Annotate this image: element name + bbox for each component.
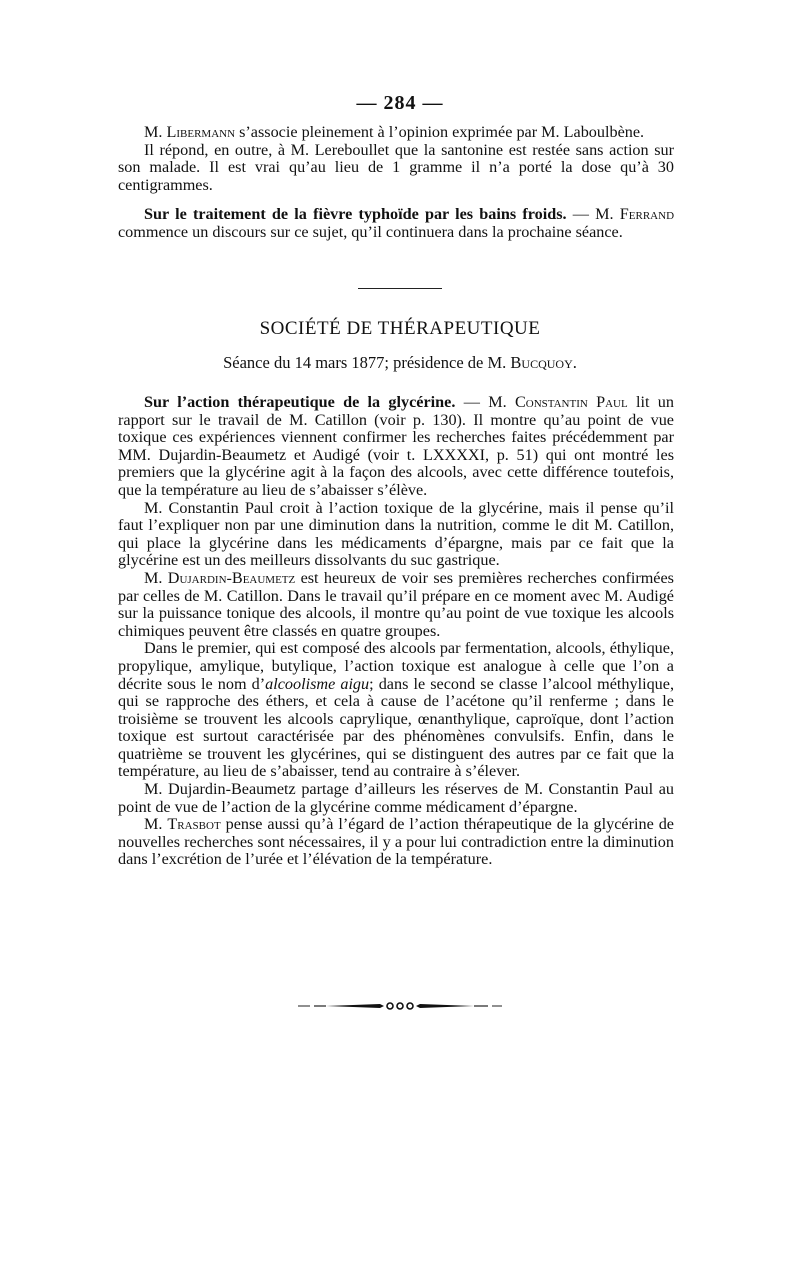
section-heading-fievre: Sur le traitement de la fièvre typhoïde par les bains froids. [144, 205, 567, 224]
seance-end: . [572, 353, 577, 372]
paragraph-fievre-typhoide [118, 206, 674, 241]
prefix-text: M. [144, 568, 168, 587]
name-libermann: M. Libermann [144, 123, 236, 141]
paragraph-text: ; dans le second se classe l’alcool méthylique, qui se rapproche des éthers, et cela à cause de l’acétone qu’il renferme ; dans le troisième se trouvent les alcools caprylique, œnanthylique, caproïque, dont l’action toxique est surtout caractérisée par des phénomènes convulsifs. Enfin, dans le quatrième se trouvent les glycérines, qui se distinguent des autres par ce fait que la température, au lieu de s’abaisser, tend au contraire à s’élever. [118, 674, 674, 781]
italic-term: alcoolisme aigu [265, 674, 370, 693]
text-block-glycerine [118, 394, 674, 869]
paragraph-text: est heureux de voir ses premières recherches confirmées par celles de M. Catillon. Dans le travail qu’il prépare en ce moment avec M. Audigé sur la puissance tonique des alcools, il montre qu’au point de vue toxique les alcools chimiques peuvent être classés en quatre groupes. [118, 568, 674, 640]
seance-text: Séance du 14 mars 1877; présidence de M. [223, 353, 511, 372]
paragraph-groupes [118, 640, 674, 781]
society-title: SOCIÉTÉ DE THÉRAPEUTIQUE [259, 318, 541, 339]
paragraph-constantin-paul-rapport [118, 394, 674, 500]
name-dujardin-beaumetz: Dujardin-Beaumetz [167, 568, 296, 587]
paragraph-santonine: Il répond, en outre, à M. Lereboullet que la santonine est restée sans action sur son malade. Il est vrai qu’au lieu de 1 gramme il n’a porté la dose qu’à 30 centigrammes. [118, 140, 674, 194]
name-trasbot: Trasbot [167, 815, 221, 834]
name-constantin-paul: Constantin Paul [514, 393, 628, 411]
seance-line [0, 353, 800, 373]
page-number: — 284 — [356, 92, 444, 114]
paragraph-text: lit un rapport sur le travail de M. Catillon (voir p. 130). Il montre qu’au point de vue toxique ces expériences viennent confirmer les recherches faites précédemment par MM. Dujardin-Beaumetz et Audigé (voir t. LXXXXI, p. 51) qui ont montré les premiers que la glycérine agit à la façon des alcools, avec cette différence toutefois, que la température au lieu de s’abaisser s’élève. [118, 393, 674, 499]
paragraph-dujardin-beaumetz [118, 570, 674, 640]
end-ornament-icon [296, 1000, 504, 1012]
paragraph-text: commence un discours sur ce sujet, qu’il continuera dans la prochaine séance. [118, 222, 623, 241]
paragraph-libermann [118, 124, 674, 142]
separator-text: — M. [455, 393, 515, 411]
paragraph-text: Dans le premier, qui est composé des alcools par fermentation, alcools, éthylique, propylique, amylique, butylique, l’action toxique est analogue à celle que l’on a décrite sous le nom d’ [118, 639, 674, 693]
section-divider [358, 288, 442, 289]
name-bucquoy: Bucquoy [510, 353, 573, 372]
paragraph-text: s’associe pleinement à l’opinion exprimée par M. Laboulbène. [235, 123, 645, 141]
name-ferrand: Ferrand [619, 205, 675, 224]
separator-text: — M. [566, 205, 620, 224]
section-heading-glycerine: Sur l’action thérapeutique de la glycérine. [144, 393, 456, 411]
paragraph-trasbot [118, 816, 674, 869]
paragraph-constantin-paul-croit: M. Constantin Paul croit à l’action toxique de la glycérine, mais il pense qu’il faut l’expliquer non par une diminution dans la nutrition, comme le dit M. Catillon, qui place la glycérine dans les médicaments d’épargne, mais par ce fait que la glycérine est un des meilleurs dissolvants du suc gastrique. [118, 498, 674, 570]
text-block-top [118, 124, 674, 242]
prefix-text: M. [144, 815, 168, 834]
paragraph-reserves: M. Dujardin-Beaumetz partage d’ailleurs les réserves de M. Constantin Paul au point de vue de l’action de la glycérine comme médicament d’épargne. [118, 780, 674, 816]
paragraph-text: pense aussi qu’à l’égard de l’action thérapeutique de la glycérine de nouvelles recherches sont nécessaires, il y a pour lui contradiction entre la diminution dans l’excrétion de l’urée et l’élévation de la température. [118, 815, 674, 869]
